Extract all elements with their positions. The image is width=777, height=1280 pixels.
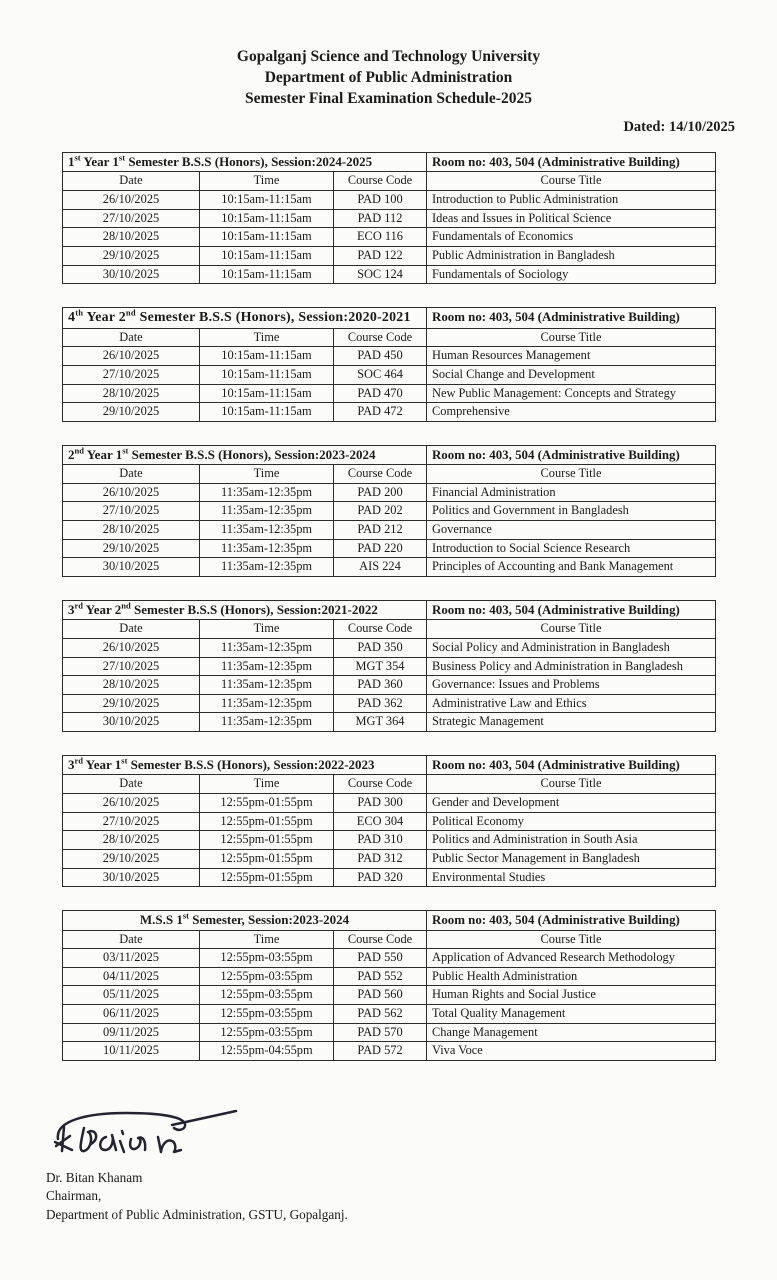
course-code-cell: ECO 304 <box>334 812 427 831</box>
table-row <box>63 868 716 887</box>
course-code-cell: PAD 360 <box>334 676 427 695</box>
course-title-cell: Ideas and Issues in Political Science <box>427 209 716 228</box>
course-title-cell: Comprehensive <box>427 403 716 422</box>
column-header-row <box>63 620 716 639</box>
course-code-cell: PAD 362 <box>334 694 427 713</box>
course-title-cell: Governance <box>427 521 716 540</box>
course-title-cell: Administrative Law and Ethics <box>427 694 716 713</box>
col-header-course-title: Course Title <box>427 465 716 484</box>
table-header-row <box>63 308 716 329</box>
date-cell: 28/10/2025 <box>63 228 200 247</box>
table-row <box>63 347 716 366</box>
table-row <box>63 365 716 384</box>
course-title-cell: Politics and Government in Bangladesh <box>427 502 716 521</box>
course-title-cell: Introduction to Social Science Research <box>427 539 716 558</box>
date-cell: 26/10/2025 <box>63 347 200 366</box>
course-title-cell: Change Management <box>427 1023 716 1042</box>
col-header-time: Time <box>200 172 334 191</box>
time-cell: 11:35am-12:35pm <box>200 483 334 502</box>
table-row <box>63 694 716 713</box>
date-cell: 10/11/2025 <box>63 1042 200 1061</box>
table-header-row <box>63 153 716 172</box>
room-info: Room no: 403, 504 (Administrative Building) <box>427 600 716 619</box>
table-row <box>63 949 716 968</box>
course-title-cell: Financial Administration <box>427 483 716 502</box>
date-cell: 03/11/2025 <box>63 949 200 968</box>
course-title-cell: Politics and Administration in South Asia <box>427 831 716 850</box>
time-cell: 10:15am-11:15am <box>200 191 334 210</box>
col-header-course-code: Course Code <box>334 775 427 794</box>
course-title-cell: Gender and Development <box>427 794 716 813</box>
semester-title: 2nd Year 1st Semester B.S.S (Honors), Session:2023-2024 <box>63 445 427 464</box>
table-row <box>63 967 716 986</box>
table-row <box>63 794 716 813</box>
column-header-row <box>63 465 716 484</box>
time-cell: 10:15am-11:15am <box>200 228 334 247</box>
date-cell: 27/10/2025 <box>63 209 200 228</box>
signature-block <box>46 1105 715 1225</box>
col-header-time: Time <box>200 465 334 484</box>
table-row <box>63 502 716 521</box>
col-header-course-title: Course Title <box>427 775 716 794</box>
semester-title: M.S.S 1st Semester, Session:2023-2024 <box>63 911 427 930</box>
course-code-cell: PAD 472 <box>334 403 427 422</box>
course-title-cell: Viva Voce <box>427 1042 716 1061</box>
col-header-course-title: Course Title <box>427 172 716 191</box>
exam-table-3rd-year-1st-sem <box>62 755 716 887</box>
table-row <box>63 483 716 502</box>
time-cell: 12:55pm-03:55pm <box>200 949 334 968</box>
table-row <box>63 986 716 1005</box>
course-title-cell: Fundamentals of Sociology <box>427 265 716 284</box>
dated-line: Dated: 14/10/2025 <box>623 119 735 135</box>
table-row <box>63 228 716 247</box>
date-cell: 26/10/2025 <box>63 638 200 657</box>
col-header-date: Date <box>63 465 200 484</box>
time-cell: 10:15am-11:15am <box>200 347 334 366</box>
course-code-cell: PAD 470 <box>334 384 427 403</box>
date-cell: 28/10/2025 <box>63 831 200 850</box>
time-cell: 11:35am-12:35pm <box>200 676 334 695</box>
date-cell: 04/11/2025 <box>63 967 200 986</box>
room-info: Room no: 403, 504 (Administrative Building) <box>427 153 716 172</box>
table-header-row <box>63 911 716 930</box>
course-title-cell: Principles of Accounting and Bank Management <box>427 558 716 577</box>
course-code-cell: PAD 122 <box>334 246 427 265</box>
course-code-cell: PAD 450 <box>334 347 427 366</box>
col-header-course-title: Course Title <box>427 930 716 949</box>
signature-image <box>46 1105 242 1167</box>
col-header-date: Date <box>63 620 200 639</box>
course-title-cell: Environmental Studies <box>427 868 716 887</box>
course-title-cell: Governance: Issues and Problems <box>427 676 716 695</box>
course-title-cell: Introduction to Public Administration <box>427 191 716 210</box>
course-code-cell: PAD 562 <box>334 1005 427 1024</box>
course-code-cell: SOC 124 <box>334 265 427 284</box>
document-title-block <box>62 46 715 109</box>
date-cell: 27/10/2025 <box>63 502 200 521</box>
time-cell: 11:35am-12:35pm <box>200 713 334 732</box>
col-header-date: Date <box>63 172 200 191</box>
table-row <box>63 521 716 540</box>
table-row <box>63 831 716 850</box>
signatory-department: Department of Public Administration, GSTU, Gopalganj. <box>46 1206 348 1222</box>
course-code-cell: SOC 464 <box>334 365 427 384</box>
table-row <box>63 849 716 868</box>
exam-table-2nd-year-1st-sem <box>62 445 716 577</box>
table-row <box>63 246 716 265</box>
date-cell: 27/10/2025 <box>63 812 200 831</box>
table-row <box>63 638 716 657</box>
date-cell: 26/10/2025 <box>63 191 200 210</box>
semester-title: 3rd Year 1st Semester B.S.S (Honors), Session:2022-2023 <box>63 756 427 775</box>
time-cell: 11:35am-12:35pm <box>200 521 334 540</box>
course-title-cell: Strategic Management <box>427 713 716 732</box>
course-title-cell: Application of Advanced Research Methodology <box>427 949 716 968</box>
time-cell: 12:55pm-04:55pm <box>200 1042 334 1061</box>
course-code-cell: PAD 112 <box>334 209 427 228</box>
course-code-cell: PAD 552 <box>334 967 427 986</box>
table-row <box>63 558 716 577</box>
course-title-cell: Social Change and Development <box>427 365 716 384</box>
date-cell: 29/10/2025 <box>63 403 200 422</box>
col-header-course-code: Course Code <box>334 465 427 484</box>
date-cell: 26/10/2025 <box>63 483 200 502</box>
course-code-cell: ECO 116 <box>334 228 427 247</box>
date-cell: 29/10/2025 <box>63 849 200 868</box>
course-code-cell: MGT 354 <box>334 657 427 676</box>
course-code-cell: PAD 200 <box>334 483 427 502</box>
col-header-time: Time <box>200 930 334 949</box>
time-cell: 11:35am-12:35pm <box>200 502 334 521</box>
department-name: Department of Public Administration <box>264 69 513 86</box>
time-cell: 12:55pm-03:55pm <box>200 967 334 986</box>
time-cell: 11:35am-12:35pm <box>200 539 334 558</box>
col-header-time: Time <box>200 328 334 347</box>
col-header-time: Time <box>200 775 334 794</box>
table-header-row <box>63 600 716 619</box>
time-cell: 10:15am-11:15am <box>200 246 334 265</box>
table-header-row <box>63 756 716 775</box>
room-info: Room no: 403, 504 (Administrative Building) <box>427 911 716 930</box>
course-code-cell: PAD 300 <box>334 794 427 813</box>
date-cell: 29/10/2025 <box>63 539 200 558</box>
time-cell: 12:55pm-01:55pm <box>200 849 334 868</box>
course-code-cell: PAD 560 <box>334 986 427 1005</box>
date-cell: 30/10/2025 <box>63 265 200 284</box>
date-cell: 06/11/2025 <box>63 1005 200 1024</box>
course-code-cell: PAD 320 <box>334 868 427 887</box>
date-cell: 29/10/2025 <box>63 694 200 713</box>
course-code-cell: MGT 364 <box>334 713 427 732</box>
date-cell: 28/10/2025 <box>63 521 200 540</box>
col-header-course-title: Course Title <box>427 620 716 639</box>
date-cell: 27/10/2025 <box>63 365 200 384</box>
signatory-title: Chairman, <box>46 1188 102 1204</box>
table-row <box>63 676 716 695</box>
course-title-cell: Business Policy and Administration in Bangladesh <box>427 657 716 676</box>
time-cell: 12:55pm-01:55pm <box>200 868 334 887</box>
col-header-date: Date <box>63 775 200 794</box>
col-header-date: Date <box>63 328 200 347</box>
time-cell: 12:55pm-03:55pm <box>200 1005 334 1024</box>
time-cell: 10:15am-11:15am <box>200 365 334 384</box>
col-header-course-code: Course Code <box>334 172 427 191</box>
exam-table-3rd-year-2nd-sem <box>62 600 716 732</box>
column-header-row <box>63 172 716 191</box>
time-cell: 12:55pm-01:55pm <box>200 812 334 831</box>
time-cell: 12:55pm-01:55pm <box>200 794 334 813</box>
table-row <box>63 384 716 403</box>
course-title-cell: Human Rights and Social Justice <box>427 986 716 1005</box>
time-cell: 10:15am-11:15am <box>200 384 334 403</box>
time-cell: 11:35am-12:35pm <box>200 657 334 676</box>
course-title-cell: Total Quality Management <box>427 1005 716 1024</box>
column-header-row <box>63 328 716 347</box>
table-row <box>63 265 716 284</box>
table-row <box>63 713 716 732</box>
semester-title: 3rd Year 2nd Semester B.S.S (Honors), Session:2021-2022 <box>63 600 427 619</box>
course-code-cell: PAD 220 <box>334 539 427 558</box>
course-title-cell: Public Sector Management in Bangladesh <box>427 849 716 868</box>
course-title-cell: Public Health Administration <box>427 967 716 986</box>
date-cell: 27/10/2025 <box>63 657 200 676</box>
col-header-date: Date <box>63 930 200 949</box>
date-cell: 30/10/2025 <box>63 713 200 732</box>
exam-table-1st-year-1st-sem <box>62 152 716 284</box>
course-code-cell: PAD 312 <box>334 849 427 868</box>
date-cell: 28/10/2025 <box>63 384 200 403</box>
date-cell: 29/10/2025 <box>63 246 200 265</box>
course-title-cell: Fundamentals of Economics <box>427 228 716 247</box>
table-row <box>63 539 716 558</box>
column-header-row <box>63 775 716 794</box>
course-code-cell: PAD 350 <box>334 638 427 657</box>
column-header-row <box>63 930 716 949</box>
schedule-title: Semester Final Examination Schedule-2025 <box>245 90 532 107</box>
table-row <box>63 1023 716 1042</box>
course-title-cell: Human Resources Management <box>427 347 716 366</box>
time-cell: 12:55pm-01:55pm <box>200 831 334 850</box>
table-header-row <box>63 445 716 464</box>
table-row <box>63 1042 716 1061</box>
time-cell: 12:55pm-03:55pm <box>200 986 334 1005</box>
table-row <box>63 812 716 831</box>
course-code-cell: PAD 572 <box>334 1042 427 1061</box>
col-header-course-title: Course Title <box>427 328 716 347</box>
col-header-time: Time <box>200 620 334 639</box>
course-code-cell: AIS 224 <box>334 558 427 577</box>
course-code-cell: PAD 100 <box>334 191 427 210</box>
table-row <box>63 657 716 676</box>
table-row <box>63 209 716 228</box>
time-cell: 10:15am-11:15am <box>200 403 334 422</box>
course-title-cell: Political Economy <box>427 812 716 831</box>
time-cell: 10:15am-11:15am <box>200 209 334 228</box>
table-row <box>63 191 716 210</box>
table-row <box>63 1005 716 1024</box>
semester-title: 4th Year 2nd Semester B.S.S (Honors), Session:2020-2021 <box>63 308 427 329</box>
room-info: Room no: 403, 504 (Administrative Building) <box>427 445 716 464</box>
table-row <box>63 403 716 422</box>
university-name: Gopalganj Science and Technology University <box>236 48 541 65</box>
time-cell: 12:55pm-03:55pm <box>200 1023 334 1042</box>
col-header-course-code: Course Code <box>334 620 427 639</box>
room-info: Room no: 403, 504 (Administrative Building) <box>427 308 716 329</box>
semester-title: 1st Year 1st Semester B.S.S (Honors), Session:2024-2025 <box>63 153 427 172</box>
course-code-cell: PAD 212 <box>334 521 427 540</box>
date-cell: 30/10/2025 <box>63 868 200 887</box>
time-cell: 11:35am-12:35pm <box>200 558 334 577</box>
date-cell: 28/10/2025 <box>63 676 200 695</box>
col-header-course-code: Course Code <box>334 930 427 949</box>
course-title-cell: New Public Management: Concepts and Strategy <box>427 384 716 403</box>
course-title-cell: Public Administration in Bangladesh <box>427 246 716 265</box>
exam-table-4th-year-2nd-sem <box>62 307 716 422</box>
col-header-course-code: Course Code <box>334 328 427 347</box>
room-info: Room no: 403, 504 (Administrative Building) <box>427 756 716 775</box>
date-cell: 05/11/2025 <box>63 986 200 1005</box>
date-cell: 26/10/2025 <box>63 794 200 813</box>
course-code-cell: PAD 550 <box>334 949 427 968</box>
date-cell: 09/11/2025 <box>63 1023 200 1042</box>
signatory-name: Dr. Bitan Khanam <box>46 1169 143 1185</box>
time-cell: 11:35am-12:35pm <box>200 638 334 657</box>
date-cell: 30/10/2025 <box>63 558 200 577</box>
exam-table-mss-1st-sem <box>62 910 716 1061</box>
time-cell: 11:35am-12:35pm <box>200 694 334 713</box>
course-code-cell: PAD 202 <box>334 502 427 521</box>
time-cell: 10:15am-11:15am <box>200 265 334 284</box>
course-title-cell: Social Policy and Administration in Bangladesh <box>427 638 716 657</box>
course-code-cell: PAD 570 <box>334 1023 427 1042</box>
course-code-cell: PAD 310 <box>334 831 427 850</box>
